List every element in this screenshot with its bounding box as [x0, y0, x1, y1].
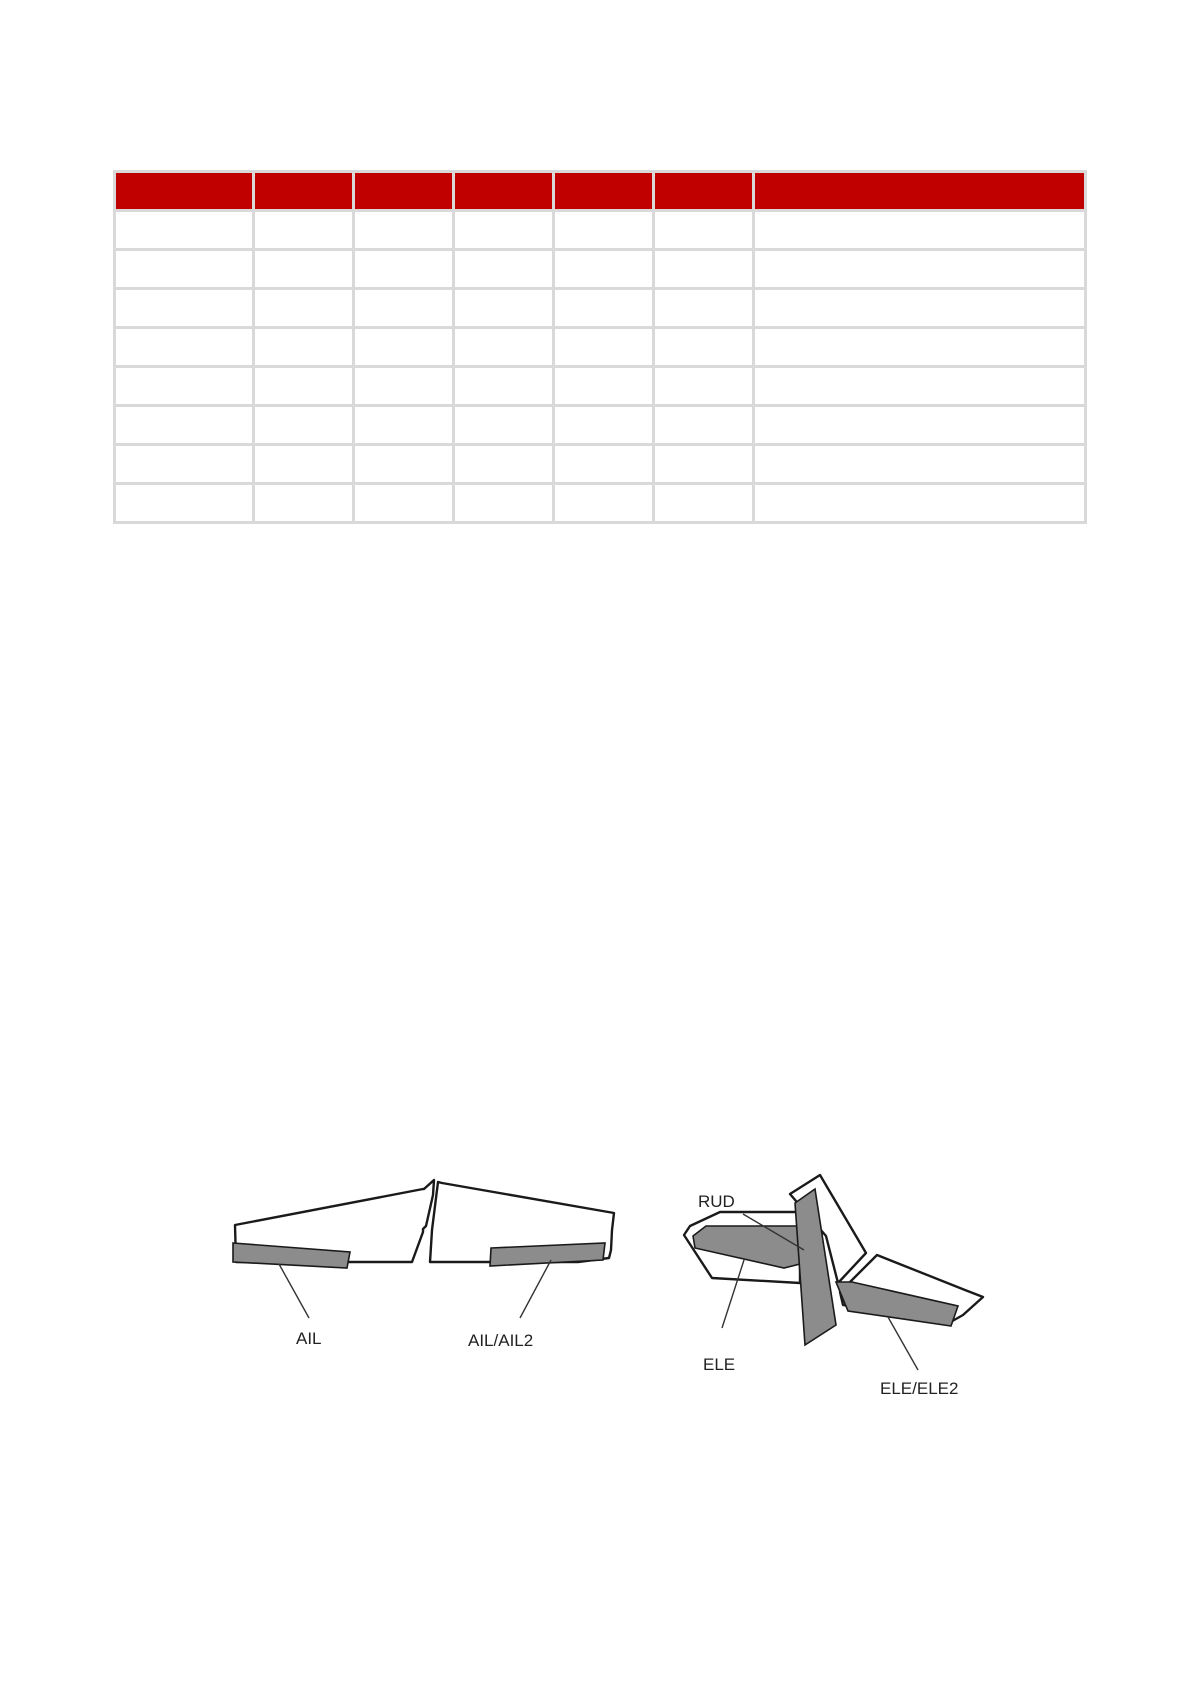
- ele-ele2-leader-line: [888, 1317, 918, 1370]
- ail-label: AIL: [296, 1329, 322, 1348]
- tail-vertical-fin: [790, 1175, 866, 1345]
- left-wing: [233, 1180, 434, 1268]
- tail-left-stabilizer: [684, 1212, 800, 1283]
- ail-ail2-leader-line: [520, 1260, 551, 1318]
- ail-ail2-label: AIL/AIL2: [468, 1331, 534, 1350]
- right-wing: [430, 1182, 614, 1266]
- ail-leader-line: [279, 1264, 309, 1318]
- ele-ele2-label: ELE/ELE2: [880, 1379, 959, 1398]
- tail-right-stabilizer: [836, 1255, 983, 1326]
- rud-label: RUD: [698, 1192, 735, 1211]
- ele-label: ELE: [703, 1355, 736, 1374]
